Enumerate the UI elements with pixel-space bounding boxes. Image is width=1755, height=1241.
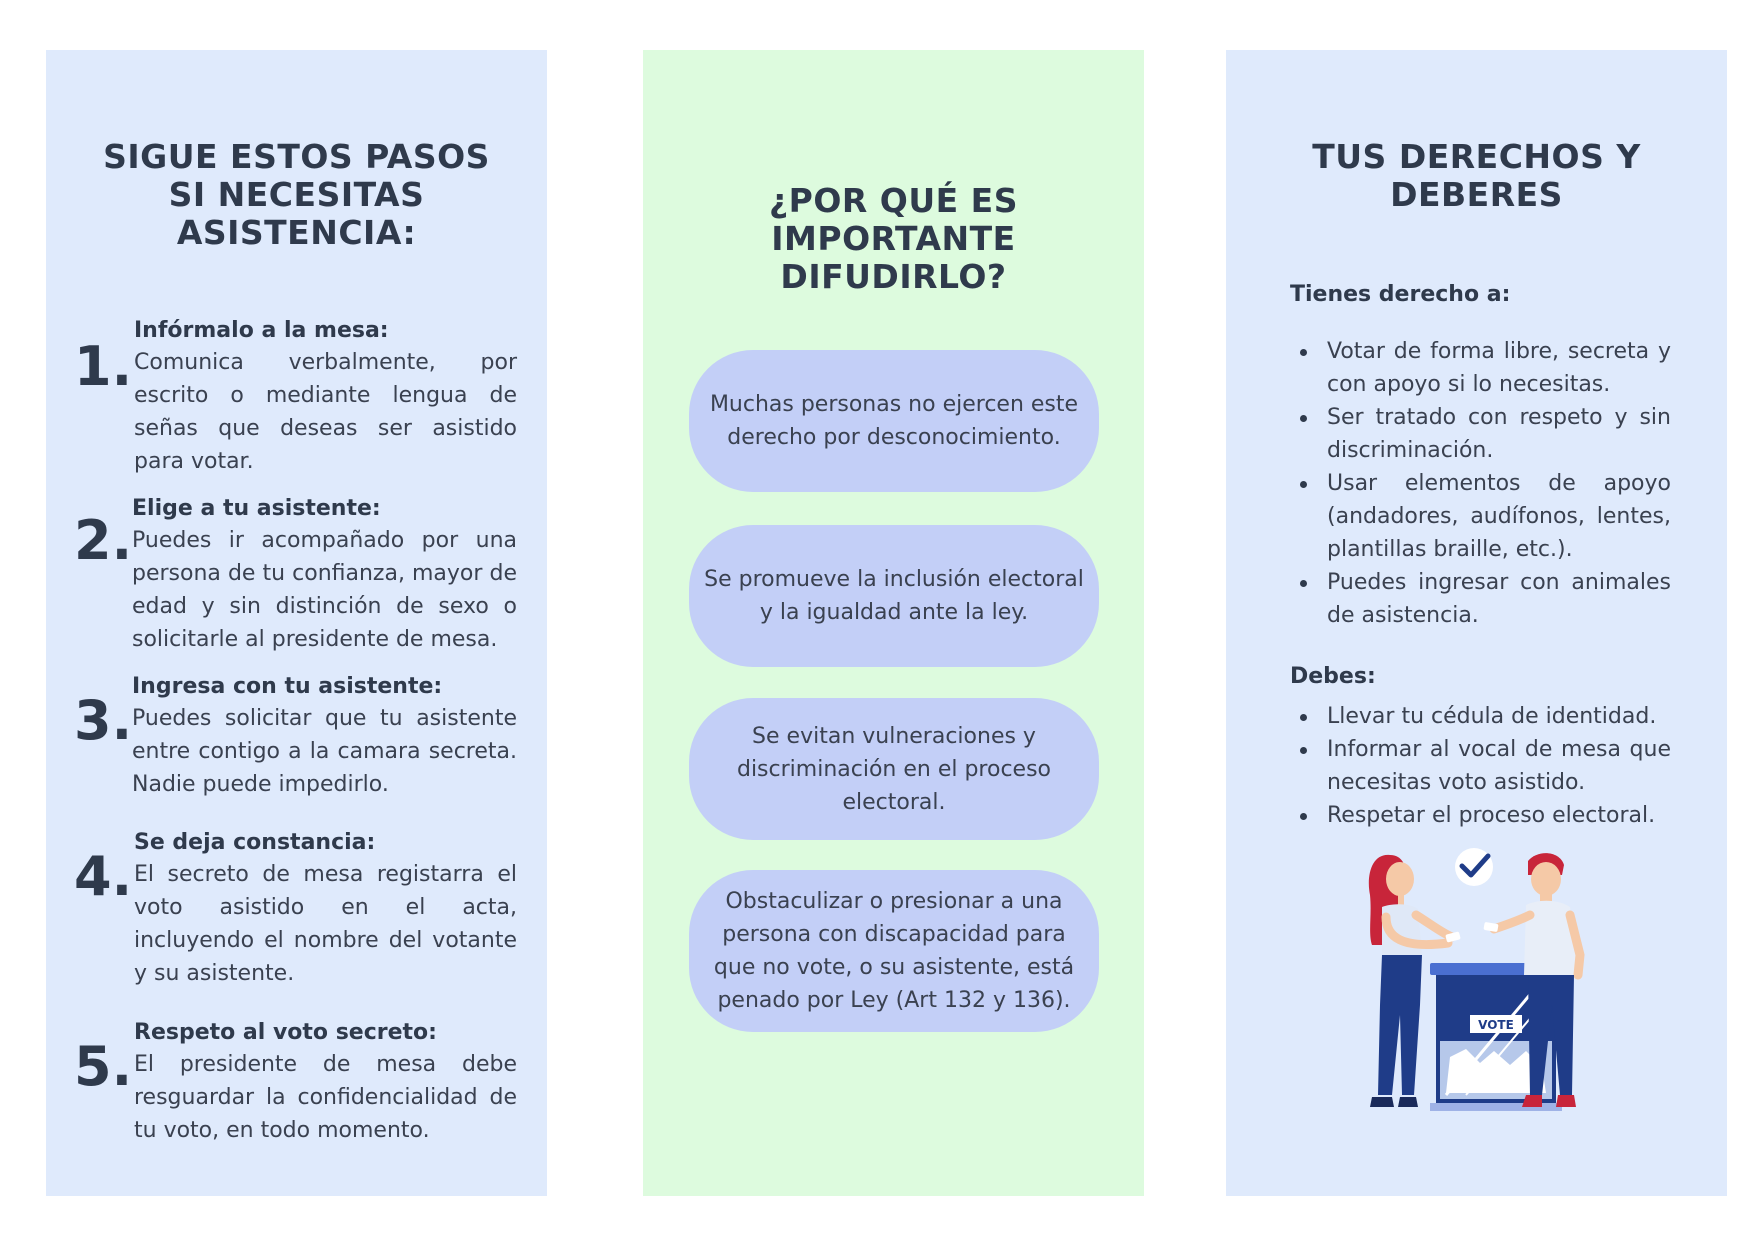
list-item: Respetar el proceso electoral. — [1290, 799, 1671, 832]
importance-heading-line-3: DIFUDIRLO? — [780, 257, 1007, 296]
list-item: Votar de forma libre, secreta y con apoyo si lo necesitas. — [1290, 335, 1671, 401]
list-item: Puedes ingresar con animales de asistencia. — [1290, 566, 1671, 632]
steps-heading-line-2: SI NECESITAS — [168, 175, 425, 214]
list-item: Llevar tu cédula de identidad. — [1290, 700, 1671, 733]
step-number: 4. — [74, 845, 133, 908]
step-number: 2. — [74, 509, 133, 572]
steps-panel — [46, 50, 547, 1196]
list-item: Informar al vocal de mesa que necesitas voto asistido. — [1290, 733, 1671, 799]
reason-bubble-2: Se promueve la inclusión electoral y la igualdad ante la ley. — [689, 525, 1099, 667]
step-text: Comunica verbalmente, por escrito o mediante lengua de señas que deseas ser asistido para votar. — [134, 350, 517, 474]
step-number: 3. — [74, 689, 133, 752]
step-number: 1. — [74, 335, 133, 398]
rights-heading-line-1: TUS DERECHOS Y — [1312, 137, 1641, 176]
rights-heading-line-2: DEBERES — [1390, 175, 1563, 214]
importance-heading — [643, 182, 1144, 296]
step-text: El secreto de mesa registarra el voto asistido en el acta, incluyendo el nombre del votante y su asistente. — [134, 862, 517, 986]
step-title: Elige a tu asistente: — [132, 496, 381, 521]
reason-bubble-4: Obstaculizar o presionar a una persona con discapacidad para que no vote, o su asistente, está penado por Ley (Art 132 y 136). — [689, 870, 1099, 1032]
rights-list — [1290, 335, 1671, 632]
importance-heading-line-1: ¿POR QUÉ ES — [769, 181, 1018, 220]
list-item: Usar elementos de apoyo (andadores, audífonos, lentes, plantillas braille, etc.). — [1290, 467, 1671, 566]
rights-panel — [1226, 50, 1727, 1196]
rights-subtitle: Tienes derecho a: — [1290, 282, 1511, 307]
steps-heading-line-3: ASISTENCIA: — [176, 213, 417, 252]
steps-heading — [46, 138, 547, 252]
step-number: 5. — [74, 1035, 133, 1098]
step-title: Infórmalo a la mesa: — [134, 318, 389, 343]
rights-heading — [1226, 138, 1727, 214]
reason-bubble-1: Muchas personas no ejercen este derecho por desconocimiento. — [689, 350, 1099, 492]
check-icon — [1455, 848, 1493, 886]
duties-list — [1290, 700, 1671, 832]
reason-bubble-3: Se evitan vulneraciones y discriminación en el proceso electoral. — [689, 698, 1099, 840]
step-text: El presidente de mesa debe resguardar la confidencialidad de tu voto, en todo momento. — [134, 1052, 517, 1143]
step-text: Puedes ir acompañado por una persona de tu confianza, mayor de edad y sin distinción de sexo o solicitarle al presidente de mesa. — [132, 528, 517, 652]
list-item: Ser tratado con respeto y sin discriminación. — [1290, 401, 1671, 467]
duties-subtitle: Debes: — [1290, 664, 1376, 689]
step-title: Ingresa con tu asistente: — [132, 674, 443, 699]
steps-heading-line-1: SIGUE ESTOS PASOS — [103, 137, 490, 176]
step-title: Respeto al voto secreto: — [134, 1020, 437, 1045]
ballot-label: VOTE — [1478, 1018, 1514, 1032]
importance-panel — [643, 50, 1144, 1196]
step-title: Se deja constancia: — [134, 830, 376, 855]
voting-illustration — [1342, 845, 1612, 1127]
importance-heading-line-2: IMPORTANTE — [771, 219, 1016, 258]
step-text: Puedes solicitar que tu asistente entre contigo a la camara secreta. Nadie puede impedirlo. — [132, 706, 517, 797]
